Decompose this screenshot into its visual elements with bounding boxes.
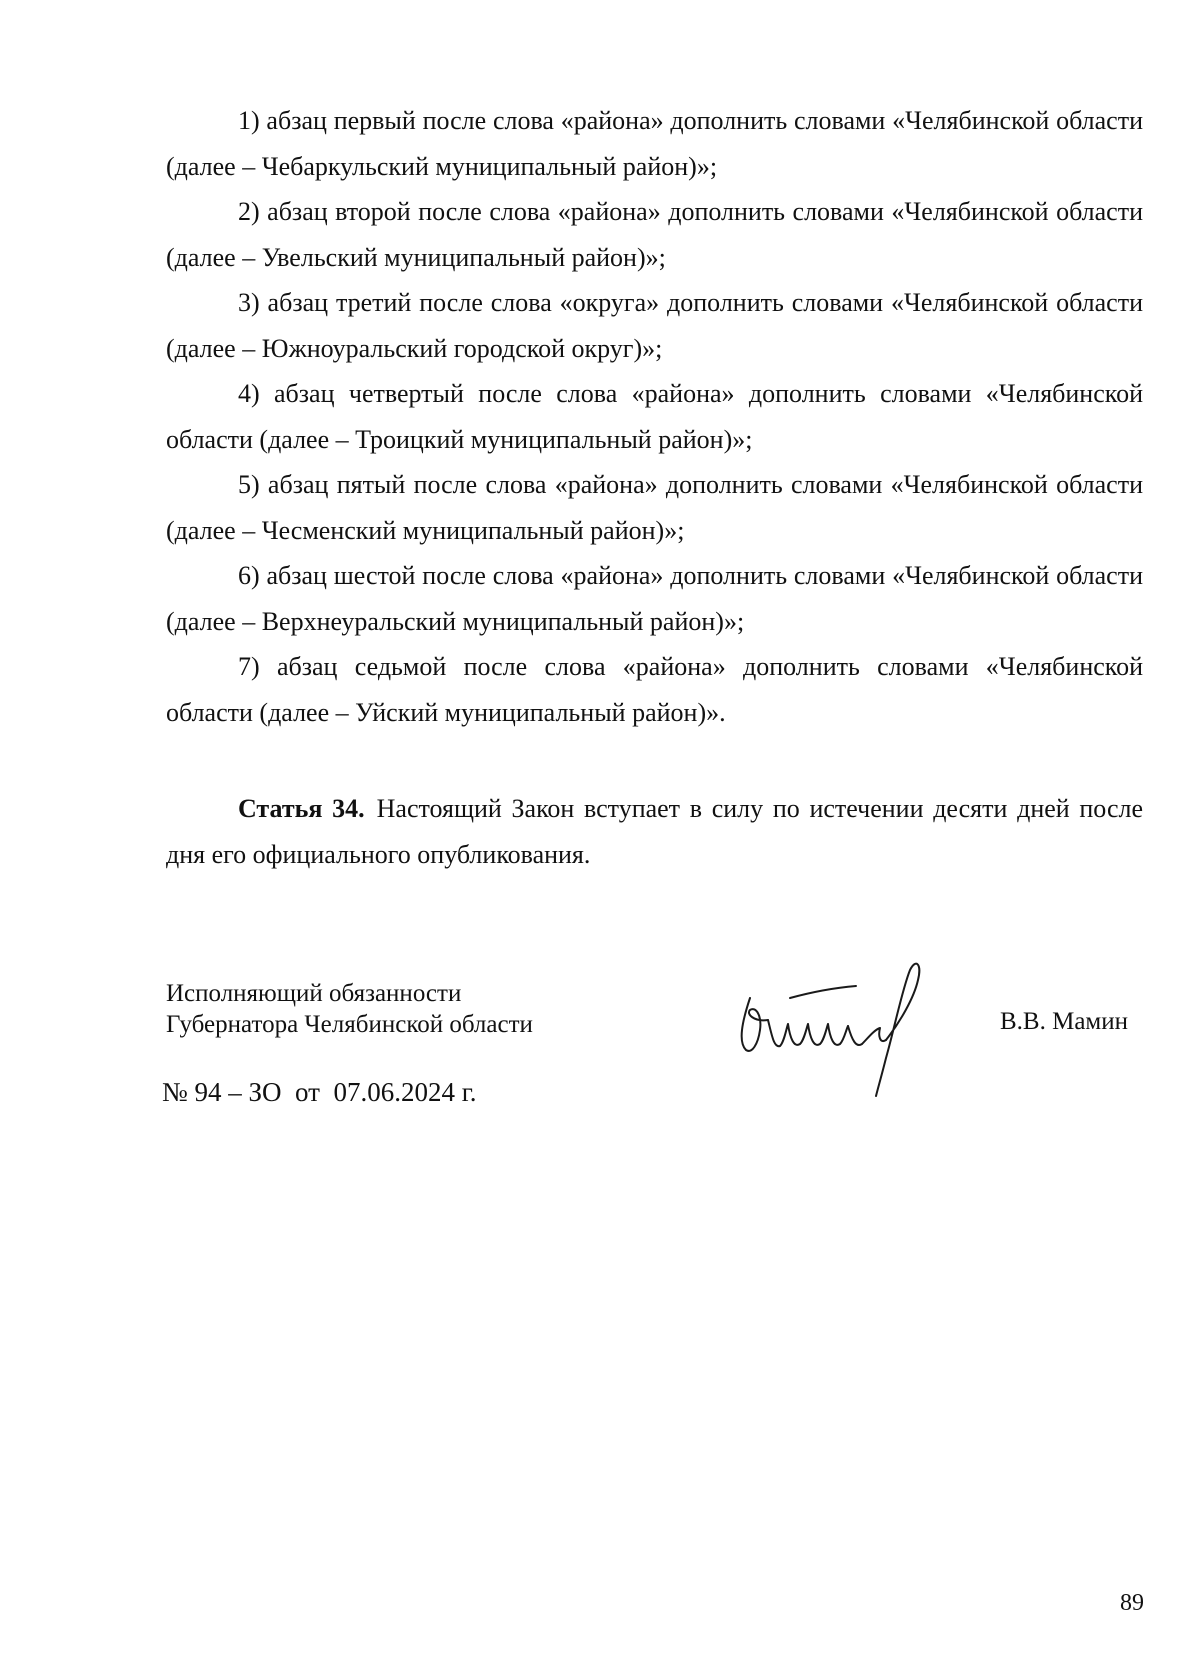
amendment-item-7: 7) абзац седьмой после слова «района» дополнить словами «Челябинской области (далее – Уйский муниципальный район)».: [166, 652, 1143, 727]
signatory-position: [166, 978, 533, 1040]
signatory-name: В.В. Мамин: [1000, 1008, 1129, 1035]
article-34: [166, 786, 1143, 877]
signatory-position-line-1: Исполняющий обязанности: [166, 980, 462, 1007]
amendment-item-5: 5) абзац пятый после слова «района» дополнить словами «Челябинской области (далее – Чесменский муниципальный район)»;: [166, 470, 1143, 545]
page-number: 89: [1120, 1590, 1144, 1616]
amendment-item-4: 4) абзац четвертый после слова «района» дополнить словами «Челябинской области (далее – Троицкий муниципальный район)»;: [166, 379, 1143, 454]
amendment-item-3: 3) абзац третий после слова «округа» дополнить словами «Челябинской области (далее – Южноуральский городской округ)»;: [166, 288, 1143, 363]
signatory-position-line-2: Губернатора Челябинской области: [166, 1011, 533, 1038]
article-title: Статья 34.: [238, 794, 365, 823]
law-number-and-date: № 94 – ЗО от 07.06.2024 г.: [162, 1077, 477, 1107]
amendment-item-6: 6) абзац шестой после слова «района» дополнить словами «Челябинской области (далее – Верхнеуральский муниципальный район)»;: [166, 561, 1143, 636]
handwritten-signature: [728, 950, 948, 1100]
amendment-list: [166, 98, 1143, 735]
article-text: Настоящий Закон вступает в силу по истечении десяти дней после дня его официального опубликования.: [166, 794, 1143, 869]
amendment-item-2: 2) абзац второй после слова «района» дополнить словами «Челябинской области (далее – Увельский муниципальный район)»;: [166, 197, 1143, 272]
amendment-item-1: 1) абзац первый после слова «района» дополнить словами «Челябинской области (далее – Чебаркульский муниципальный район)»;: [166, 106, 1143, 181]
